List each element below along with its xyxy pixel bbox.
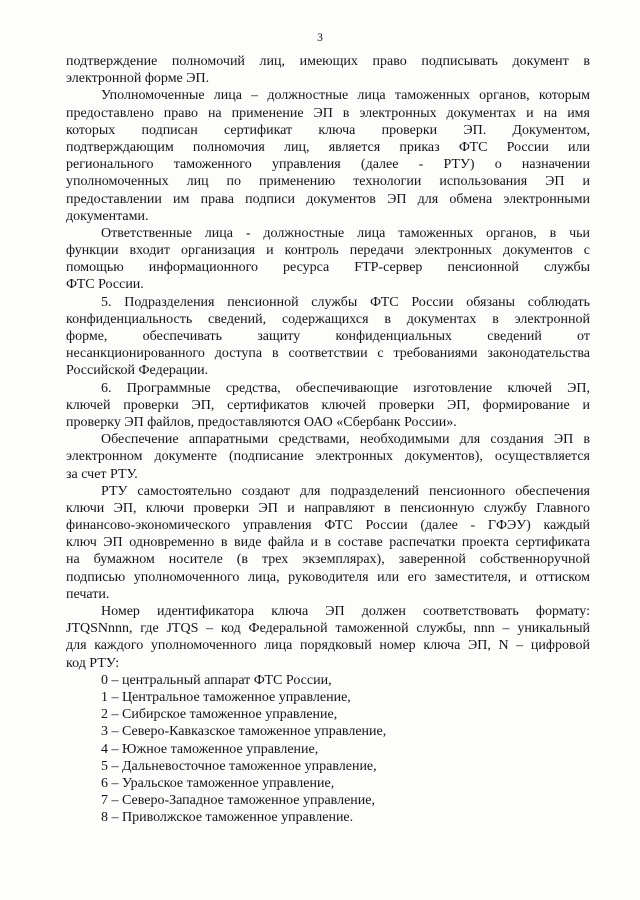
text-line: за счет РТУ. xyxy=(66,466,138,482)
text-line: печати. xyxy=(66,586,110,602)
text-line: на бумажном носителе (в трех экземплярах), заверенной собственноручной xyxy=(66,552,590,568)
text-line: ФТС России. xyxy=(66,277,144,293)
text-line: проверку ЭП файлов, предоставляются ОАО «Сбербанк России». xyxy=(66,414,457,430)
text-line: форме, обеспечивать защиту конфиденциальных сведений от xyxy=(66,329,590,344)
text-line: электронной форме ЭП. xyxy=(66,71,210,87)
text-line: регионального таможенного управления (далее - РТУ) о назначении xyxy=(66,157,590,173)
clause-5-confidentiality xyxy=(66,294,590,380)
clause-6-software xyxy=(66,380,590,432)
text-line: 6. Программные средства, обеспечивающие изготовление ключей ЭП, xyxy=(101,380,590,396)
text-line: электронном документе (подписание электронных документов), осуществляется xyxy=(66,449,590,465)
text-line: код РТУ: xyxy=(66,655,120,671)
rtu-code-item: 0 – центральный аппарат ФТС России, xyxy=(101,672,332,688)
text-line: предоставлено право на применение ЭП в электронных документах и на имя xyxy=(66,105,590,121)
text-line: предоставлении им права подписи документов ЭП для обмена электронными xyxy=(66,191,590,207)
rtu-code-item: 5 – Дальневосточное таможенное управление, xyxy=(101,758,377,774)
page-number: 3 xyxy=(317,32,323,44)
text-line: подписью уполномоченного лица, руководителя или его заместителя, и оттиском xyxy=(66,569,590,585)
paragraph-hardware xyxy=(66,431,590,483)
text-line: Уполномоченные лица – должностные лица таможенных органов, которым xyxy=(101,88,590,104)
text-line: JTQSNnnn, где JTQS – код Федеральной таможенной службы, nnn – уникальный xyxy=(66,621,590,637)
paragraph-responsible-persons xyxy=(66,225,590,294)
text-line: РТУ самостоятельно создают для подразделений пенсионного обеспечения xyxy=(101,483,590,499)
rtu-code-list xyxy=(66,672,590,827)
rtu-code-item: 8 – Приволжское таможенное управление. xyxy=(101,810,354,826)
rtu-code-item: 1 – Центральное таможенное управление, xyxy=(101,689,351,705)
text-line: уполномоченных лиц по применению технологии использования ЭП и xyxy=(66,174,590,190)
text-line: ключей проверки ЭП, сертификатов ключей проверки ЭП, формирование и xyxy=(66,397,590,413)
text-line: 5. Подразделения пенсионной службы ФТС России обязаны соблюдать xyxy=(101,294,590,310)
text-line: для каждого уполномоченного лица порядковый номер ключа ЭП, N – цифровой xyxy=(66,638,590,654)
paragraph-authorized-persons xyxy=(66,87,590,225)
document-body xyxy=(66,53,590,826)
text-line: подтверждающим полномочия лиц, является приказ ФТС России или xyxy=(66,139,590,155)
text-line: несанкционированного доступа в соответствии с требованиями законодательства xyxy=(66,346,590,362)
rtu-code-item: 6 – Уральское таможенное управление, xyxy=(101,775,335,791)
text-line: конфиденциальность сведений, содержащихся в документах в электронной xyxy=(66,311,590,327)
text-line: документами. xyxy=(66,208,149,224)
rtu-code-item: 7 – Северо-Западное таможенное управление, xyxy=(101,793,375,809)
text-line: которых подписан сертификат ключа проверки ЭП. Документом, xyxy=(66,122,590,138)
text-line: Ответственные лица - должностные лица таможенных органов, в чьи xyxy=(101,225,590,241)
text-line: Номер идентификатора ключа ЭП должен соответствовать формату: xyxy=(101,604,590,619)
rtu-code-item: 2 – Сибирское таможенное управление, xyxy=(101,707,338,723)
text-line: Российской Федерации. xyxy=(66,363,209,379)
rtu-code-item: 4 – Южное таможенное управление, xyxy=(101,741,319,757)
text-line: подтверждение полномочий лиц, имеющих право подписывать документ в xyxy=(66,54,590,69)
text-line: помощью информационного ресурса FTP-сервер пенсионной службы xyxy=(66,260,590,276)
text-line: функции входит организация и контроль передачи электронных документов с xyxy=(66,243,590,259)
text-line: ключ ЭП одновременно в виде файла и в составе распечатки проекта сертификата xyxy=(66,535,590,551)
paragraph-continuation xyxy=(66,53,590,87)
rtu-code-item: 3 – Северо-Кавказское таможенное управление, xyxy=(101,724,387,740)
text-line: финансово-экономического управления ФТС России (далее - ГФЭУ) каждый xyxy=(66,518,590,534)
text-line: Обеспечение аппаратными средствами, необходимыми для создания ЭП в xyxy=(101,432,590,448)
paragraph-key-id-format xyxy=(66,603,590,672)
text-line: ключи ЭП, ключи проверки ЭП и направляют в пенсионную службу Главного xyxy=(66,500,590,516)
paragraph-key-creation xyxy=(66,483,590,603)
